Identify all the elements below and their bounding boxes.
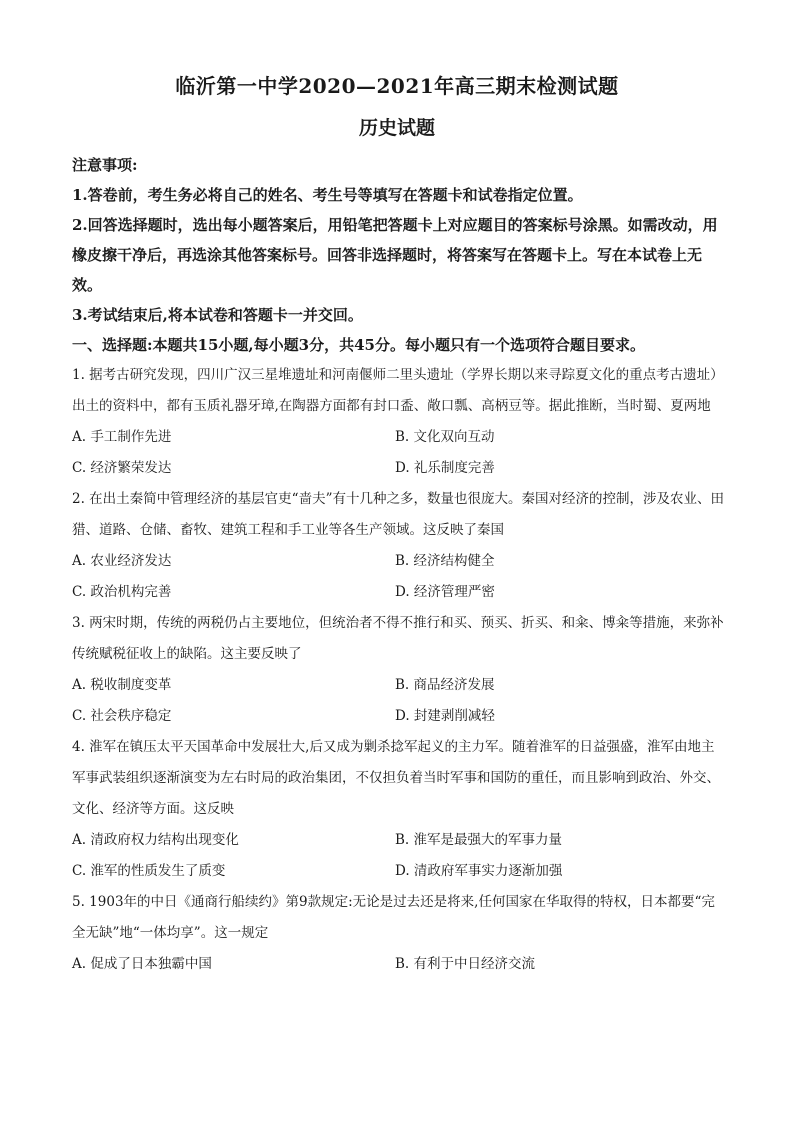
note-item: 2.回答选择题时，选出每小题答案后，用铅笔把答题卡上对应题目的答案标号涂黑。如需改动，用橡皮擦干净后，再选涂其他答案标号。回答非选择题时，将答案写在答题卡上。写在本试卷上无效。 — [72, 216, 718, 294]
question-stem: 4. 淮军在镇压太平天国革命中发展壮大,后又成为剿杀捻军起义的主力军。随着淮军的日益强盛，淮军由地主军事武装组织逐渐演变为左右时局的政治集团，不仅担负着当时军事和国防的重任，而且影响到政治、外交、文化、经济等方面。这反映 — [72, 739, 720, 817]
exam-body — [72, 150, 724, 980]
exam-subject: 历史试题 — [358, 117, 435, 139]
option-a: A. 促成了日本独霸中国 — [72, 956, 212, 972]
question-options — [72, 825, 724, 887]
option-c: C. 社会秩序稳定 — [72, 708, 172, 724]
option-d: D. 经济管理严密 — [395, 584, 495, 600]
option-c: C. 淮军的性质发生了质变 — [72, 863, 226, 879]
option-a: A. 税收制度变革 — [72, 677, 172, 693]
option-b: B. 淮军是最强大的军事力量 — [395, 832, 563, 848]
question-stem: 3. 两宋时期，传统的两税仍占主要地位，但统治者不得不推行和买、预买、折买、和籴、博籴等措施，来弥补传统赋税征收上的缺陷。这主要反映了 — [72, 615, 724, 662]
option-d: D. 封建剥削减轻 — [395, 708, 495, 724]
question-options — [72, 949, 724, 980]
option-d: D. 清政府军事实力逐渐加强 — [395, 863, 563, 879]
option-c: C. 政治机构完善 — [72, 584, 172, 600]
option-a: A. 清政府权力结构出现变化 — [72, 832, 239, 848]
note-item: 3.考试结束后,将本试卷和答题卡一并交回。 — [72, 306, 363, 324]
option-b: B. 经济结构健全 — [395, 553, 495, 569]
question-options — [72, 670, 724, 732]
question-options — [72, 546, 724, 608]
note-item: 1.答卷前，考生务必将自己的姓名、考生号等填写在答题卡和试卷指定位置。 — [72, 186, 583, 204]
option-b: B. 商品经济发展 — [395, 677, 495, 693]
question-3 — [72, 608, 724, 732]
question-5 — [72, 887, 724, 980]
question-stem: 1. 据考古研究发现，四川广汉三星堆遗址和河南偃师二里头遗址（学界长期以来寻踪夏文化的重点考古遗址）出土的资料中，都有玉质礼器牙璋,在陶器方面都有封口盉、敞口瓢、高柄豆等。据此推断，当时蜀、夏两地 — [72, 367, 724, 414]
question-4 — [72, 732, 724, 887]
option-b: B. 有利于中日经济交流 — [395, 956, 536, 972]
option-b: B. 文化双向互动 — [395, 429, 495, 445]
option-a: A. 手工制作先进 — [72, 429, 172, 445]
section-heading: 一、选择题:本题共15小题,每小题3分，共45分。每小题只有一个选项符合题目要求。 — [72, 336, 645, 354]
option-d: D. 礼乐制度完善 — [395, 460, 495, 476]
notes-heading: 注意事项: — [72, 156, 138, 174]
exam-title: 临沂第一中学2020—2021年高三期末检测试题 — [175, 74, 619, 98]
question-stem: 2. 在出土秦简中管理经济的基层官吏“啬夫”有十几种之多，数量也很庞大。秦国对经济的控制，涉及农业、田猎、道路、仓储、畜牧、建筑工程和手工业等各生产领域。这反映了秦国 — [72, 491, 724, 538]
question-options — [72, 422, 724, 484]
option-a: A. 农业经济发达 — [72, 553, 172, 569]
question-stem: 5. 1903年的中日《通商行船续约》第9款规定:无论是过去还是将来,任何国家在华取得的特权，日本都要“完全无缺”地“一体均享”。这一规定 — [72, 894, 715, 941]
question-1 — [72, 360, 724, 484]
question-2 — [72, 484, 724, 608]
option-c: C. 经济繁荣发达 — [72, 460, 172, 476]
